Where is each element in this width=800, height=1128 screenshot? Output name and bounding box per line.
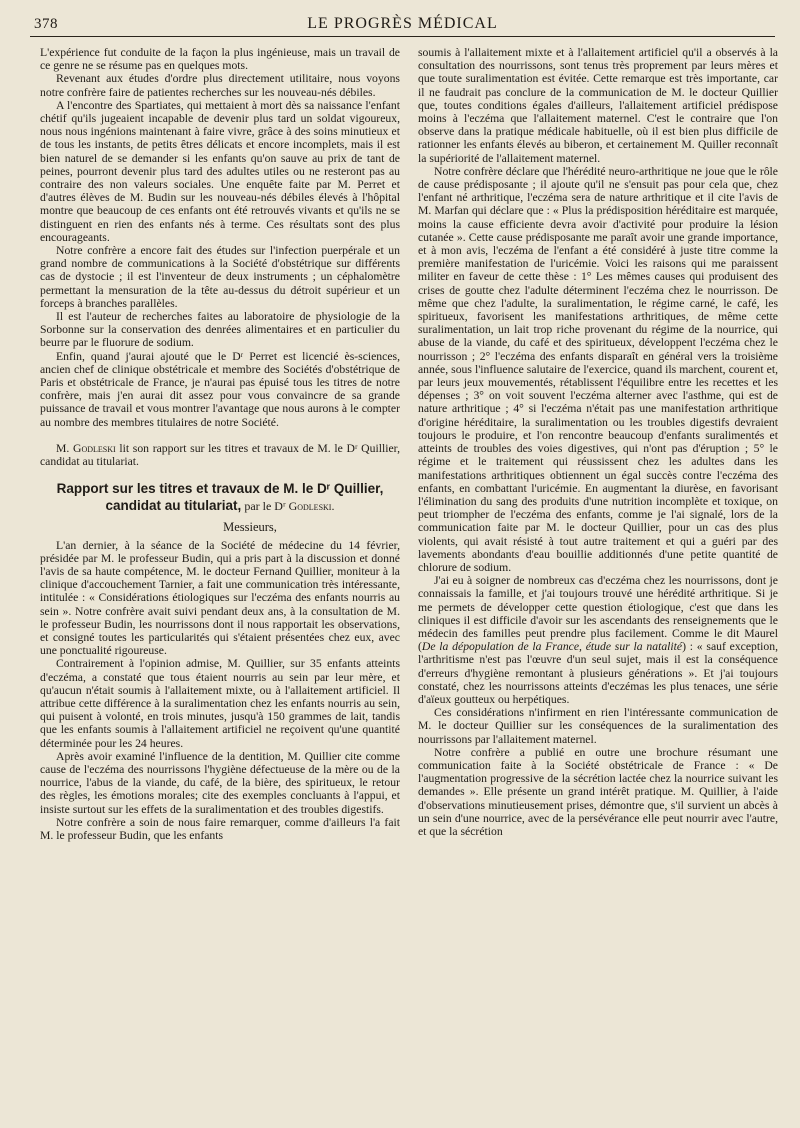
right-column — [418, 46, 778, 1121]
left-column — [40, 46, 400, 1121]
paragraph: Notre confrère a publié en outre une brochure résumant une communication faite à la Société obstétricale de France : « De l'augmentation progressive de la sécrétion lactée chez la nourrice suivant les demandes ». Elle présente un grand intérêt pratique. M. Quillier, à l'aide d'observations minutieusement prises, démontre que, s'il survient un abcès à un sein d'une nourrice, avec de la persévérance elle peut nourrir avec l'autre, et que la sécrétion — [418, 745, 778, 838]
running-title: LE PROGRÈS MÉDICAL — [307, 15, 498, 32]
page-number: 378 — [34, 16, 58, 32]
paragraph: A l'encontre des Spartiates, qui mettaient à mort dès sa naissance l'enfant chétif qu'ils jugeaient incapable de devenir plus tard un soldat vigoureux, nous nous ingénions maintenant à faire vivre, grâce à des soins minutieux et de tous les instants, de petits êtres délicats et encore incomplets, mais il est bien naturel de se demander si les enfants qu'on sauve au prix de tant de peines, pourront devenir plus tard des adultes utiles ou ne resteront pas au contraire des non valeurs sociales. Une enquête faite par M. Perret et d'autres élèves de M. Budin sur les nouveau-nés débiles élevés à l'hôpital montre que beaucoup de ces enfants ont été retrouvés vivants et qu'ils ne se distinguent en rien des enfants nés à terme. Ces résultats sont des plus encourageants. — [40, 98, 400, 244]
paragraph: Revenant aux études d'ordre plus directement utilitaire, nous voyons notre confrère faire de patientes recherches sur les nouveau-nés débiles. — [40, 72, 400, 99]
paragraph-citation — [418, 574, 778, 706]
paragraph: Ces considérations n'infirment en rien l'intéressante communication de M. le docteur Quillier sur les conséquences de la suralimentation des nourrissons par l'allaitement maternel. — [418, 706, 778, 746]
speaker-name: M. Godleski — [56, 441, 116, 455]
paragraph: Enfin, quand j'aurai ajouté que le Dʳ Perret est licencié ès-sciences, ancien chef de clinique obstétricale et membre des Sociétés d'obstétrique de Paris et obstétricale de France, je n'aurai pas épuisé tous les titres de notre confrère, mais j'en aurai dit assez pour vous convaincre de sa grande puissance de travail et vous montrer l'avantage que nous aurons à le compter au nombre des membres titulaires de notre Société. — [40, 349, 400, 429]
paragraph: L'expérience fut conduite de la façon la plus ingénieuse, mais un travail de ce genre ne se résume pas en quelques mots. — [40, 46, 400, 73]
paragraph: Après avoir examiné l'influence de la dentition, M. Quillier cite comme cause de l'eczéma des nourrissons l'hygiène défectueuse de la mère ou de la nourrice, l'abus de la viande, du café, de la bière, des spiritueux, le retour des règles, les émotions morales; cite des exemples concluants à l'appui, et insiste surtout sur les effets de la suralimentation et des troubles digestifs. — [40, 749, 400, 816]
paragraph: Il est l'auteur de recherches faites au laboratoire de physiologie de la Sorbonne sur la conservation des denrées alimentaires et en particulier du beurre par le fluorure de sodium. — [40, 310, 400, 350]
paragraph-motion — [40, 442, 400, 468]
report-heading — [40, 480, 400, 515]
paragraph: Notre confrère déclare que l'hérédité neuro-arthritique ne joue que le rôle de cause prédisposante ; il ajoute qu'il ne s'ensuit pas pour cela que, chez l'enfant né arthritique, l'eczéma sera de nature arthritique et il cite l'avis de M. Marfan qui déclare que : « Plus la prédisposition héréditaire est marquée, moins la cause efficiente devra avoir d'activité pour produire la lésion cutanée ». Cette cause prédisposante me paraît avoir une grande importance, et à mon avis, l'eczéma de l'enfant a été considéré à juste titre comme la première manifestation de l'uricémie. Voici les raisons qui me paraissent militer en faveur de cette thèse : 1° Les mêmes causes qui produisent des crises de goutte chez l'adulte déterminent l'eczéma chez le nourrisson. De même que chez l'adulte, la suralimentation, le régime carné, le café, les spiritueux, favorisent les manifestations arthritiques, de même cette suralimentation, un lait trop riche provenant du régime de la nourrice, qui abuse de la viande, du café et des spiritueux, développent l'eczéma chez le nourrisson ; 2° l'eczéma des enfants disparaît en général vers la troisième année, sous l'influence salutaire de l'exercice, quand ils marchent, courent et, par leurs jeux mouvementés, rétablissent l'équilibre entre les recettes et les dépenses ; 3° on voit souvent l'eczéma alterner avec l'asthme, qui est de nature arthritique ; 4° si l'eczéma n'était pas une manifestation arthritique d'origine héréditaire, la suralimentation ou les troubles digestifs devraient toujours le produire, et l'on rencontre beaucoup d'enfants suralimentés et atteints de troubles des voies digestives, qui n'ont pas d'éruption ; 5° le régime et le traitement qui réussissent chez les adultes dans les manifestations arthritiques obtiennent un égal succès contre l'eczéma des enfants, en combattant l'uricémie. En augmentant la diurèse, en favorisant l'élimination du sang des produits d'une nutrition incomplète et toxique, on peut triompher de l'eczéma des enfants, comme je l'ai signalé, lors de la communication faite par M. le docteur Quillier, pour un cas des plus violents, qui avait résisté à tout autre traitement et qui a guéri par des lavements abondants d'eau bouillie additionnés d'une petite quantité de chlorure de sodium. — [418, 164, 778, 574]
cited-work: De la dépopulation de la France, étude sur la natalité — [421, 640, 683, 654]
paragraph: Notre confrère a encore fait des études sur l'infection puerpérale et un grand nombre de communications à la Société d'obstétrique sur différents cas de dystocie ; il est l'inventeur de deux instruments ; un céphalomètre permettant la mensuration de la tête au-dessus du détroit supérieur et un forceps à branches parallèles. — [40, 244, 400, 310]
page-header — [30, 14, 775, 37]
motion-text: lit son rapport sur les titres et travaux de M. le Dʳ Quillier, candidat au titulariat. — [40, 441, 400, 469]
paragraph: L'an dernier, à la séance de la Société de médecine du 14 février, présidée par M. le professeur Budin, qui a pris part à la discussion et donné l'avis de sa haute compétence, M. le docteur Fernand Quillier, moniteur à la clinique d'accouchement Tarnier, a fait une communication très intéressante, intitulée : « Considérations étiologiques sur l'eczéma des enfants nourris au sein ». Notre confrère avait suivi pendant deux ans, à la consultation de M. le professeur Budin, les nourrissons dont il nous rapportait les observations, et consigné toutes les particularités qui s'étaient présentées chez eux, avec une ponctualité rigoureuse. — [40, 538, 400, 658]
report-heading-by: par le Dʳ — [241, 499, 289, 514]
paragraph: Notre confrère a soin de nous faire remarquer, comme d'ailleurs l'a fait M. le professeur Budin, que les enfants — [40, 815, 400, 842]
paragraph-part: ) : « sauf exception, l'arthritisme n'est pas l'œuvre d'un seul sujet, mais il est la conséquence d'erreurs d'hygiène remontant à plusieurs générations ». Et j'ai toujours constaté, chez les nourrissons atteints d'eczémas les plus tenaces, une série d'aïeux goutteux ou herpétiques. — [418, 640, 778, 706]
report-heading-title: Rapport sur les titres et travaux de M. le Dʳ Quillier, candidat au titulariat, — [56, 481, 384, 514]
paragraph: Contrairement à l'opinion admise, M. Quillier, sur 35 enfants atteints d'eczéma, a constaté que tous étaient nourris au sein par leur mère, et qu'aucun n'était soumis à l'allaitement mixte, ou à l'allaitement artificiel. Il attribue cette différence à la suralimentation chez les enfants nourris au sein, qui puisent à volonté, en trois minutes, jusqu'à 150 grammes de lait, tandis que les enfants soumis à l'allaitement artificiel ne reçoivent qu'une quantité déterminée pour les 24 heures. — [40, 657, 400, 750]
salutation: Messieurs, — [223, 520, 277, 535]
paragraph-part: J'ai eu à soigner de nombreux cas d'eczéma chez les nourrissons, dont je connaissais la famille, et j'ai toujours trouvé une hérédité arthritique. Si je me permets de développer cette question étiologique, c'est que dans les cliniques il est difficile d'avoir sur les ascendants des renseignements que le médecin des familles peut prendre plus facilement. Comme le dit Maurel ( — [418, 574, 778, 654]
report-heading-author: Godleski. — [288, 499, 335, 514]
paragraph: soumis à l'allaitement mixte et à l'allaitement artificiel qu'il a observés à la consultation des nourrissons, sont tenus très proprement par leurs mères et que toute suralimentation est évitée. Cette remarque est très importante, car il ne faudrait pas conclure de la communication de M. le docteur Quillier que, toutes conditions égales d'ailleurs, l'allaitement artificiel prédispose moins à l'eczéma que l'allaitement maternel. C'est le contraire que l'on observe dans la pratique médicale habituelle, où il est bien plus difficile de rationner les enfants élevés au biberon, et certainement M. Quiller reconnaît la supériorité de l'allaitement maternel. — [418, 46, 778, 165]
